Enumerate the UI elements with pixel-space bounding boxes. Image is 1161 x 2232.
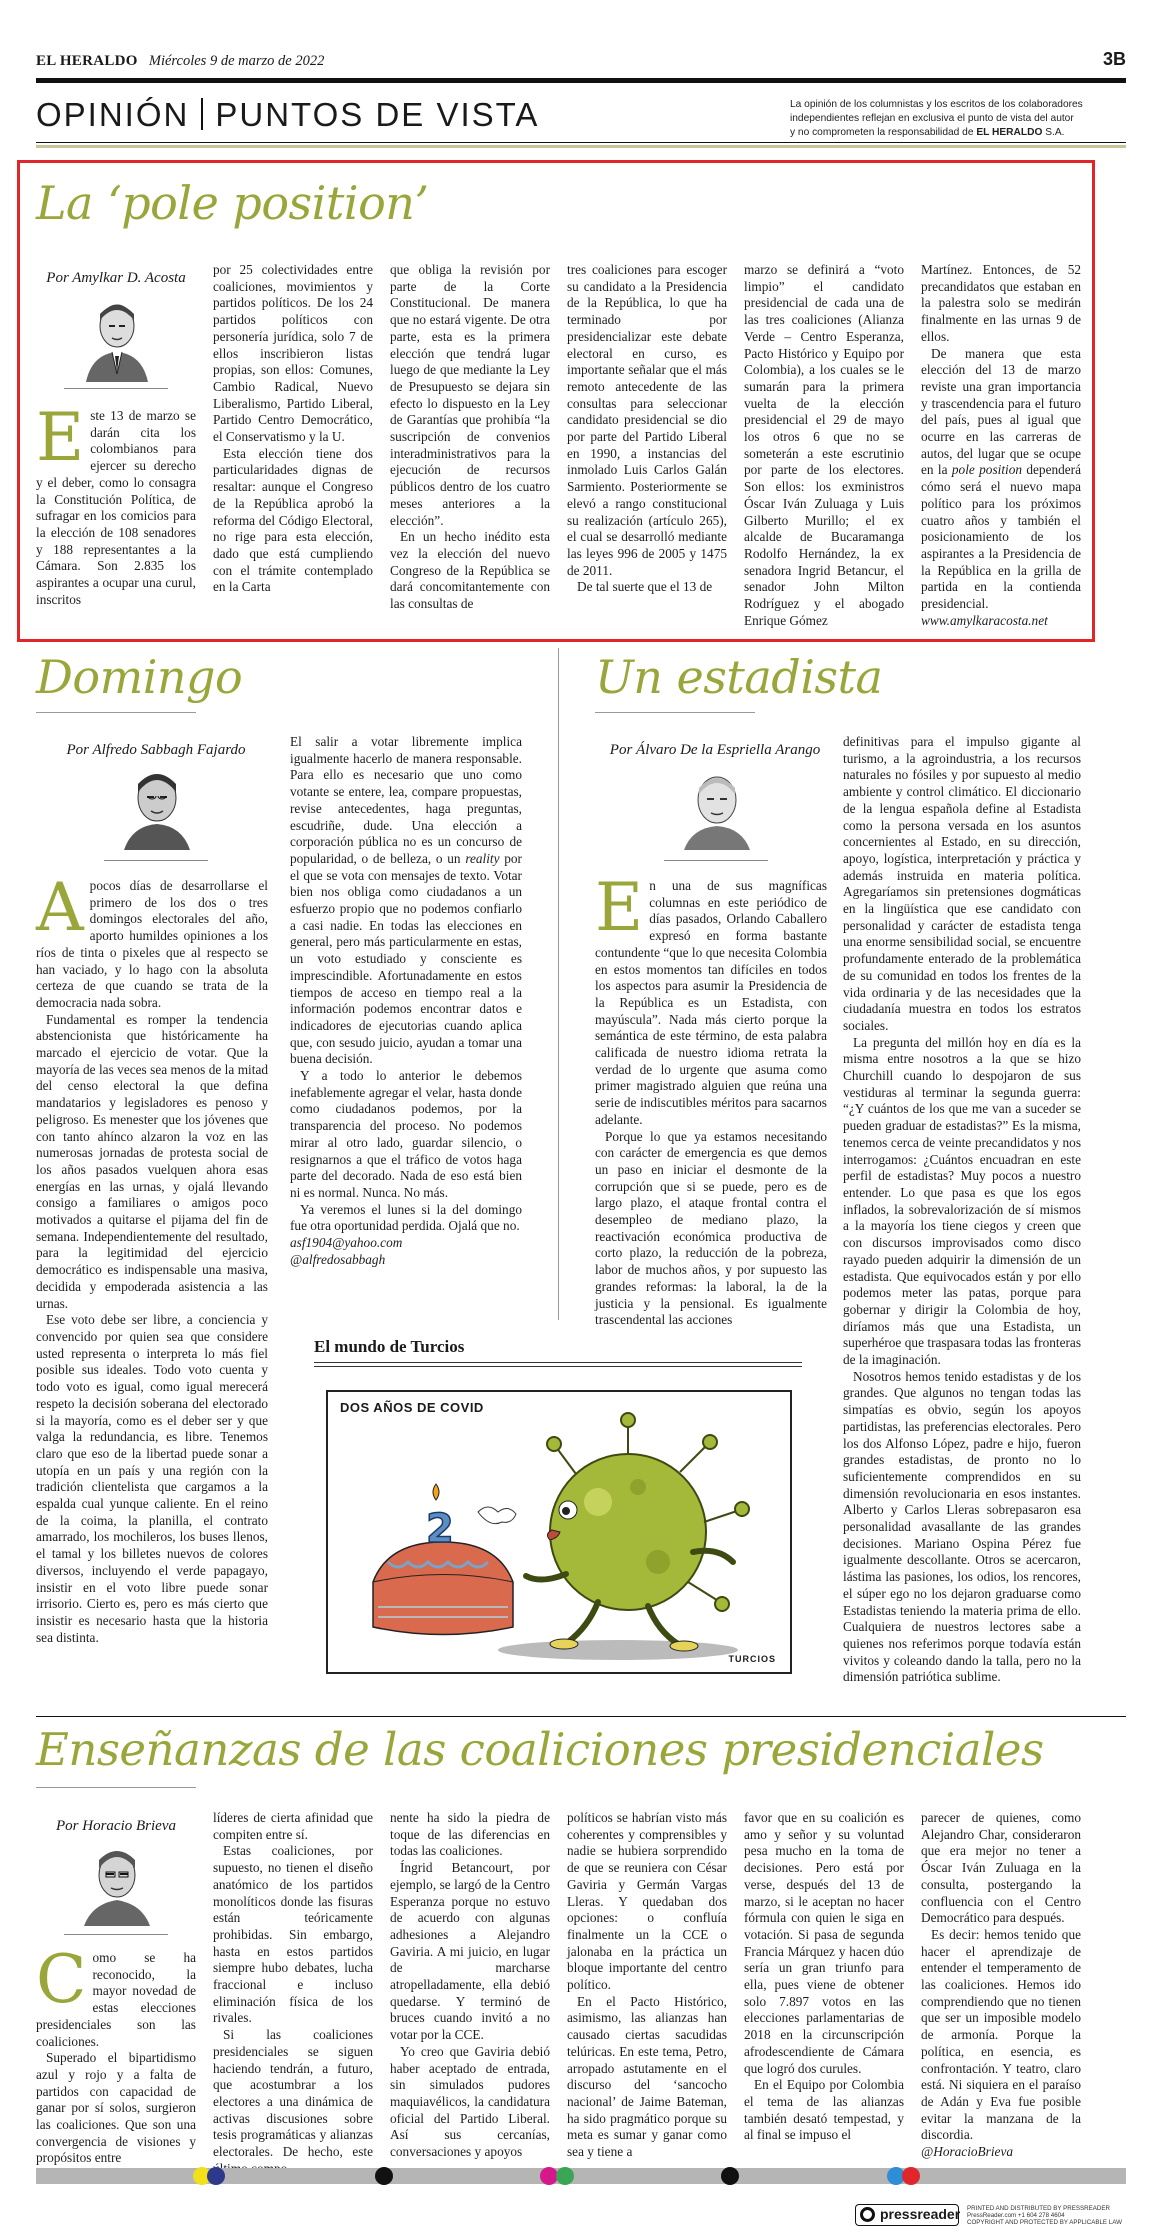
article-body-coaliciones-col5 [744, 1810, 904, 2144]
pressreader-logo[interactable] [855, 2204, 959, 2226]
registration-mark [375, 2167, 393, 2185]
notice-line: COPYRIGHT AND PROTECTED BY APPLICABLE LAW [967, 2219, 1122, 2226]
paragraph: La pregunta del millón hoy en día es la misma entre nosotros a la que se hizo Churchill cuando lo despojaron de sus vestiduras al terminar la segunda guerra: “¿Y cuántos de los que me van a suceder se pueden graduar de estadistas?” Es la misma, tenemos cerca de veinte precandidatos y nos interrogamos: ¿Cuántos encuadran en este perfil de estadistas? Muy pocos a nuestro entender. Lo que pasa es que los egos inflados, la sobrevalorización de sí mismos a la mayoría los tiene ciegos y creen que con discursos improvisados como disco rayado pueden adquirir la dimensión de un estadista. Que equivocados están y por ello podemos meter las patas, porque para gobernar y dirigir la Colombia de hoy, diríamos más que una Estadista, un superhéroe que traspasara todas las fronteras de la imaginación. [843, 1034, 1081, 1368]
newspaper-name: EL HERALDO [36, 53, 138, 69]
cartoon-rule [314, 1366, 802, 1367]
author-handle[interactable]: @HoracioBrieva [921, 2144, 1013, 2160]
registration-mark [721, 2167, 739, 2185]
author-portrait-sabbagh [122, 766, 192, 850]
text-emphasis: pole position [951, 462, 1023, 478]
masthead-rule [36, 78, 1126, 83]
author-website[interactable]: www.amylkaracosta.net [921, 612, 1048, 628]
section-name: OPINIÓN [36, 96, 190, 133]
article-body-pole-col4 [567, 262, 727, 596]
title-underline [36, 1787, 196, 1788]
dropcap: C [36, 1941, 87, 2018]
dropcap: E [36, 399, 85, 476]
author-email[interactable]: asf1904@yahoo.com [290, 1235, 403, 1251]
author-portrait-acosta [82, 296, 152, 382]
title-underline [595, 712, 755, 713]
section-rule [36, 1716, 1126, 1717]
paragraph: ste 13 de marzo se darán cita los colombianos para ejercer su derecho y el deber, como lo consagra la Constitución Política, de sufragar en los comicios para la elección de 108 senadores y 188 representantes a la Cámara. Son 2.835 los aspirantes a ocupar una curul, inscritos [36, 408, 196, 607]
notice-line: PRINTED AND DISTRIBUTED BY PRESSREADER [967, 2205, 1110, 2212]
article-body-coaliciones-col1 [36, 1941, 196, 2167]
article-body-estadista-col1 [595, 869, 827, 1329]
paragraph: líderes de cierta afinidad que compiten entre sí. [213, 1810, 373, 1842]
cartoonist-signature: TURCIOS [728, 1654, 776, 1664]
edition-date: Miércoles 9 de marzo de 2022 [148, 53, 325, 69]
paragraph: De tal suerte que el 13 de [577, 579, 713, 595]
paragraph: Y a todo lo anterior le debemos inefablemente agregar el velar, hasta donde como ciudadanos podemos, por la transparencia del proceso. No podemos mirar al otro lado, guardar silencio, o resignarnos a que el tráfico de votos haga parte del decorado. Nada de eso está bien ni es normal. Nunca. No más. [290, 1068, 522, 1200]
dropcap: E [595, 869, 644, 946]
author-portrait-brieva [82, 1842, 152, 1926]
disclaimer-line: independientes reflejan en exclusiva el punto de vista del autor [790, 113, 1074, 124]
text-run: por el que se vota con mensajes de texto. Votar bien nos obliga como ciudadanos a un esfuerzo propio que no podemos confiarlo a casi nadie. En todas las elecciones en general, pero más particularmente en estas, un voto estudiado y consciente es imprescindible. Afortunadamente en estos tiempos de acceso en tiempo real a la información podemos encontrar datos e indicadores de ejecutorias cuando aplica que, con sesudo juicio, ayudan a tomar una buena decisión. [290, 850, 522, 1067]
disclaimer-brand: EL HERALDO [976, 127, 1043, 138]
text-run: De manera que esta elección del 13 de marzo reviste una gran importancia y trascendencia para el futuro del país, pues al igual que ocurre en las carreras de autos, del lugar que se ocupe en la [921, 345, 1081, 478]
article-body-pole-col6 [921, 262, 1081, 629]
byline-divider [64, 388, 168, 389]
header-rule [36, 142, 1126, 143]
paragraph: En el Equipo por Colombia el tema de las alianzas también desató tempestad, y al final se impuso el [744, 2077, 904, 2143]
article-body-pole-col5 [744, 262, 904, 629]
article-body-coaliciones-col6 [921, 1810, 1081, 2161]
article-body-pole-col3 [390, 262, 550, 613]
dropcap: A [36, 869, 84, 946]
paragraph: Estas coaliciones, por supuesto, no tienen el diseño anatómico de los partidos monolíticos donde las fisuras están teóricamente prohibidas. Sin embargo, hasta en estos partidos siempre hubo debates, lucha fraccional e incluso eliminación física de los rivales. [213, 1843, 373, 2026]
title-underline [36, 712, 196, 713]
paragraph [290, 734, 522, 1068]
byline-domingo: Por Alfredo Sabbagh Fajardo [66, 742, 246, 758]
paragraph: Es decir: hemos tenido que hacer el aprendizaje de entender el temperamento de las coaliciones. Hemos ido comprendiendo que no tienen que ser un imposible modelo de armonía. Porque la política, en esencia, es confrontación. Y teatro, claro está. Ni siquiera en el paraíso de Adán y Eva fue posible evitar la manzana de la discordia. [921, 1926, 1081, 2143]
cartoon-rule [314, 1362, 802, 1363]
article-title-pole: La ‘pole position’ [36, 176, 429, 230]
pressreader-footer [855, 2202, 1125, 2228]
text-emphasis: reality [465, 850, 500, 866]
paragraph: Superado el bipartidismo azul y rojo y a falta de partidos con capacidad de ganar por sí solos, surgieron las coaliciones. Que son una convergencia de visiones y propósitos entre [36, 2050, 196, 2166]
paragraph: pocos días de desarrollarse el primero de los dos o tres domingos electorales del año, aporto humildes opiniones a los ríos de tinta o pixeles que al respecto se han vaciado, y lo hago con la absoluta certeza de que cuando se trata de la democracia nada sobra. [36, 878, 268, 1010]
disclaimer-line [790, 126, 1125, 140]
cartoon-heading: El mundo de Turcios [314, 1337, 465, 1356]
editorial-cartoon [326, 1390, 792, 1674]
page-number: 3B [1102, 49, 1126, 69]
article-body-estadista-col2 [843, 734, 1081, 1686]
article-body-pole-col1 [36, 399, 196, 608]
paragraph: Yo creo que Gaviria debió haber aceptado de entrada, sin simulados pudores maquiavélicos, la candidatura oficial del Partido Liberal. Así sus cercanías, conversaciones y apoyos [390, 2043, 550, 2160]
paragraph: Si las coaliciones presidenciales se siguen haciendo tendrán, a futuro, que acostumbrar a los electores a una dinámica de activas discusiones sobre tesis programáticas y alianzas electorales. De hecho, este [213, 2027, 373, 2160]
paragraph: Ya veremos el lunes si la del domingo fue otra oportunidad perdida. Ojalá que no. [290, 1201, 522, 1234]
disclaimer-line: La opinión de los columnistas y los escritos de los colaboradores [790, 99, 1083, 110]
masthead [36, 50, 1126, 72]
text-run: El salir a votar libremente implica igualmente hacerlo de manera responsable. Para ello es necesario que uno como votante se entere, lea, compare propuestas, revise antecedentes, haga preguntas, escudriñe, dude. Una elección a corporación pública no es un concurso de popularidad, o de belleza, o un [290, 734, 522, 866]
registration-mark [207, 2167, 225, 2185]
pressreader-notice [967, 2205, 1127, 2226]
editorial-disclaimer [790, 98, 1125, 140]
author-portrait-espriella [682, 766, 752, 850]
paragraph: nente ha sido la piedra de toque de las diferencias en todas las coaliciones. [390, 1810, 550, 1859]
paragraph: marzo se definirá a “voto limpio” el candidato presidencial de cada una de las tres coaliciones (Alianza Verde – Centro Esperanza, Pacto Histórico y Equipo por Colombia), a los cuales se le sumarán para la primera vuelta de la elección presidencial el 29 de mayo los otros 6 que no se someterán a este escrutinio por parte de los electores. Son ellos: los exministros Óscar Iván Zuluaga y Luis Gilberto Murillo; el ex alcalde de Bucaramanga Rodolfo Hernández, la ex senadora Ingrid Betancur, el senador John Milton Rodríguez y el abogado Enrique Gómez [744, 262, 904, 628]
paragraph: definitivas para el impulso gigante al turismo, a la agroindustria, a los recursos naturales no fósiles y por supuesto al medio ambiente y control climático. El diccionario de la lengua española define al Estadista como la persona versada en los asuntos concernientes al Estado, en su dirección, apoyo, logística, interpretación y práctica y además instruida en materia política. Agregaríamos sin pretensiones dogmáticas en la lingüística que ese candidato con personalidad y carácter de estadista tenga una enorme sensibilidad social, se encuentre profundamente enterado de la problemática de su comunidad en todos los frentes de la vida ordinaria y de las necesidades que la ciudadanía muestra en todos los estratos sociales. [843, 734, 1081, 1033]
pressreader-icon [860, 2207, 875, 2222]
paragraph: Íngrid Betancourt, por ejemplo, se largó de la Centro Esperanza porque no estuvo de acuerdo con algunas adhesiones a Alejandro Gaviria. A mi juicio, en lugar de marcharse atropelladamente, ella debió quedarse. Y terminó de bruces cuando invitó a no votar por la CCE. [390, 1860, 550, 2043]
disclaimer-text: S.A. [1042, 127, 1065, 138]
article-body-pole-col2 [213, 262, 373, 596]
paragraph: En un hecho inédito esta vez la elección del nuevo Congreso de la República se dará concomitantemente con las consultas de [390, 529, 550, 612]
registration-mark [902, 2167, 920, 2185]
paragraph: por 25 colectividades entre coaliciones, movimientos y partidos políticos. De los 24 partidos políticos con personería jurídica, solo 7 de ellos inscribieron listas propias, son ellos: Comunes, Cambio Radical, Nuevo Liberalismo, Partido Liberal, Partido Centro Democrático, el Conservatismo y la U. [213, 262, 373, 445]
paragraph: Esta elección tiene dos particularidades dignas de resaltar: aunque el Congreso de la República aprobó la reforma del Código Electoral, no rige para esta elección, dado que está cumpliendo con el trámite contemplado en la Carta [213, 445, 373, 595]
article-title-coaliciones: Enseñanzas de las coaliciones presidenciales [36, 1723, 1044, 1776]
paragraph: políticos se habrían visto más coherentes y comprensibles y nadie se hubiera sorprendido de que se reuniera con César Gaviria y Germán Vargas Lleras. Y quedaban dos opciones: o confluía finalmente un la CCE o jalonaba en la práctica un bloque importante del centro político. [567, 1810, 727, 1993]
candle-number: 2 [426, 1506, 454, 1552]
article-body-coaliciones-col2 [213, 1810, 373, 2177]
byline-divider [104, 860, 208, 861]
paragraph: En el Pacto Histórico, asimismo, las alianzas han causado ciertas sacudidas telúricas. En este tema, Petro, arropado astutamente en el discurso del ‘sancocho nacional’ de Jaime Bateman, ha sido pragmático porque su meta es sumar y ganar como sea y tiene a [567, 1993, 727, 2160]
header-accent-rule [36, 145, 1126, 148]
byline-coaliciones: Por Horacio Brieva [56, 1818, 176, 1834]
paragraph: parecer de quienes, como Alejandro Char, consideraron que era mejor no tener a Óscar Iván Zuluaga en la consulta, postergando la confluencia con el Centro Democrático para después. [921, 1810, 1081, 1926]
section-heading [36, 96, 539, 136]
byline-pole: Por Amylkar D. Acosta [46, 270, 186, 286]
paragraph: Ese voto debe ser libre, a conciencia y convencido por quien sea que considere usted representa o interpreta lo más fiel posible sus ideales. Todo voto cuenta y todo voto es igual, como igual merecerá respeto la decisión soberana del electorado si la mayoría, como es el deber ser y que valga la redundancia, es libre. Tenemos claro que eso de la libertad puede sonar a utopía en un país y una región con la tradición clientelista que cargamos a la espalda cual yunque caliente. En el reino de la coima, la planilla, el contrato amarrado, los mochileros, los buses llenos, el tamal y los billetes nuevos de colores diversos, incluyendo el verde papagayo, insistir en el voto libre puede sonar irrisorio. Cierto es, pero es más cierto que insistir es necesario hasta que la historia sea distinta. [36, 1312, 268, 1645]
article-body-domingo-col1 [36, 869, 268, 1646]
article-body-domingo-col2 [290, 734, 522, 1269]
paragraph: Porque lo que ya estamos necesitando con carácter de emergencia es que demos un paso en iniciar el desmonte de la corrupción que si se puede, pero es de largo plazo, el ataque frontal contra el desempleo de mediano plazo, la reactivación económica productiva de corto plazo, la reducción de la pobreza, labor de muchos años, y por supuesto las grandes reformas: la laboral, la de la justicia y la pensional. Es igualmente trascendental las acciones [595, 1128, 827, 1328]
section-subname: PUNTOS DE VISTA [215, 96, 540, 133]
paragraph: que obliga la revisión por parte de la Corte Constitucional. De manera que no estará vigente. De otra parte, esta es la primera elección que tendrá lugar luego de que mediante la Ley de Presupuesto se dejara sin efecto lo dispuesto en la Ley de Garantías que prohibía “la suscripción de convenios interadministrativos para la ejecución de recursos públicos dentro de los cuatro meses anteriores a la elección”. [390, 262, 550, 528]
byline-divider [664, 860, 768, 861]
paragraph: Nosotros hemos tenido estadistas y de los grandes. Que algunos no tengan todas las simpatías es obvio, según los apoyos partidistas, las preferencias electorales. Pero los dos Alfonso López, padre e hijo, fueron grandes estadistas, de pronto no lo suficientemente comprendidos en su dimensión revolucionaria en esos instantes. Alberto y Carlos Lleras sobrepasaron esa personalidad avasallante de las grandes decisiones. Mariano Ospina Pérez fue igualmente descollante. Otros se acercaron, lástima las pasiones, los odios, los rencores, el súper ego no los dejaron graduarse como Estadistas teniendo la materia prima de ello. Cualquiera de nuestros lectores sabe a quienes nos referimos porque todavía están vivitos y coleando dando la talla, pero no la dimensión patriótica sublime. [843, 1368, 1081, 1685]
paragraph: n una de sus magníficas columnas en este periódico de días pasados, Orlando Caballero expresó en forma bastante contundente “que lo que necesita Colombia en estos momentos tan difíciles en todos los aspectos para asumir la Presidencia de la República es un Estadista, con mayúscula”. Nada más cierto porque la semántica de este término, de esta palabra calificada de nuestro idioma retrata la verdad de lo urgente que asuma como primer magistrado alguien que reúna una serie de indiscutibles méritos para sacarnos adelante. [595, 878, 827, 1127]
paragraph: Fundamental es romper la tendencia abstencionista que históricamente ha marcado el ejercicio de votar. Que la mayoría de las veces sea menos de la mitad del censo electoral la que defina mandatarios y legisladores es penoso y peligroso. Es menester que los jóvenes que con tanto ahínco alzaron la voz en las numerosas jornadas de protesta social de los años pasados vuelquen ahora esas energías en las urnas, y ojalá llevando consigo a familiares o amigos poco motivados a quitarse el pijama del fin de semana. Independientemente del resultado, para la legitimidad del ejercicio democrático es indispensable una masiva, decidida y empoderada asistencia a las urnas. [36, 1011, 268, 1311]
author-handle[interactable]: @alfredosabbagh [290, 1251, 386, 1267]
cartoon-caption: DOS AÑOS DE COVID [340, 1400, 484, 1415]
paragraph: tres coaliciones para escoger su candidato a la Presidencia de la República, lo que ha terminado por presidencializar este debate electoral en curso, es importante señalar que el más remoto antecedente de las consultas para seleccionar candidato presidencial se dio por parte del Partido Liberal en 1990, a instancias del inmolado Luis Carlos Galán Sarmiento. Posteriormente se elevó a rango constitucional su realización (artículo 265), el cual se desarrolló mediante las leyes 996 de 2005 y 1475 de 2011. [567, 262, 727, 578]
byline-divider [64, 1934, 168, 1935]
article-title-estadista: Un estadista [595, 650, 883, 704]
notice-line: PressReader.com +1 604 278 4604 [967, 2212, 1065, 2219]
virus-cake-illustration [328, 1392, 792, 1674]
paragraph [921, 346, 1081, 613]
column-separator [558, 648, 559, 1320]
paragraph: favor que en su coalición es amo y señor y su voluntad pesa mucho en la toma de decisiones. Pero está por verse, después del 13 de marzo, si le aceptan no hacer fórmula con quien le siga en votación. Si pasa de segunda Francia Márquez y hacen dúo sería un gran triunfo para ella, pues viene de obtener solo 7.897 votos en las elecciones parlamentarias de 2018 en la circunscripción afrodescendiente de Cámara que logró dos curules. [744, 1810, 904, 2076]
section-divider [201, 98, 203, 130]
registration-mark [556, 2167, 574, 2185]
text-run: dependerá cómo será el nuevo mapa político para los próximos cuatro años y también el posicionamiento de los aspirantes a la Presidencia de la República en la grilla de partida en la contienda presidencial. [921, 462, 1082, 612]
article-body-coaliciones-col4 [567, 1810, 727, 2161]
byline-estadista: Por Álvaro De la Espriella Arango [609, 742, 821, 758]
paragraph: omo se ha reconocido, la mayor novedad de estas elecciones presidenciales son las coaliciones. [36, 1950, 196, 2049]
pressreader-wordmark: pressreader [880, 2206, 961, 2222]
paragraph: Martínez. Entonces, de 52 precandidatos que estaban en la palestra solo se medirán finalmente en las urnas 9 de ellos. [921, 262, 1081, 344]
disclaimer-text: y no comprometen la responsabilidad de [790, 127, 977, 138]
article-title-domingo: Domingo [36, 650, 243, 704]
article-body-coaliciones-col3 [390, 1810, 550, 2161]
